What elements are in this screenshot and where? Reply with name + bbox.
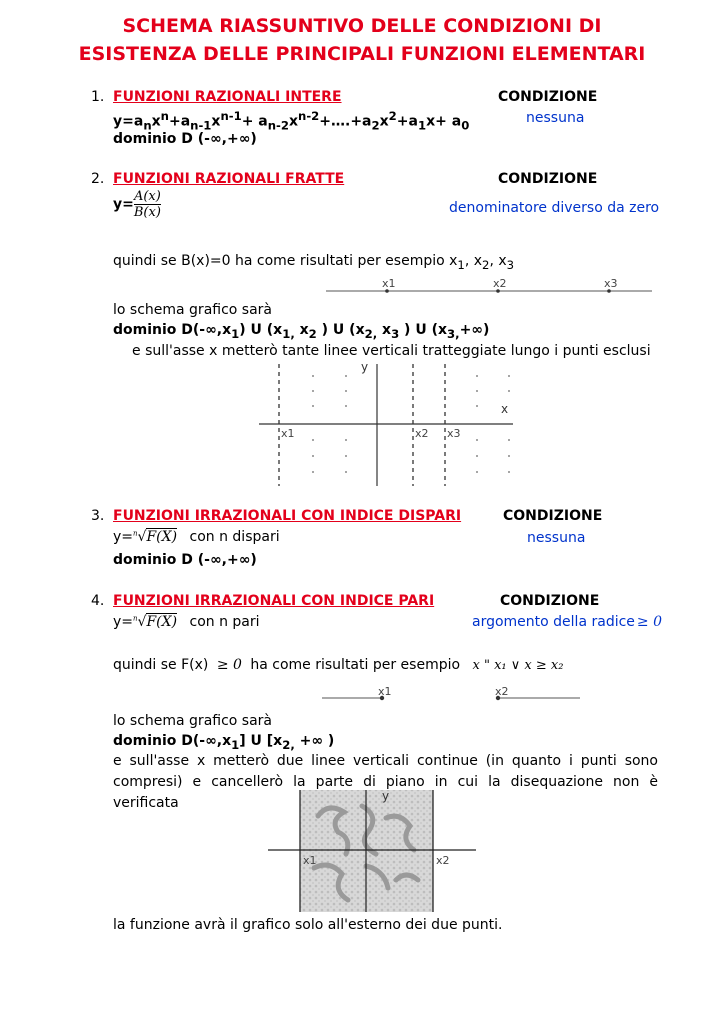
section-3-heading: FUNZIONI IRRAZIONALI CON INDICE DISPARI — [113, 508, 462, 524]
section-2-condition-value: denominatore diverso da zero — [449, 200, 660, 216]
graph-1-x-label: x — [501, 402, 509, 416]
section-4-condition-value: argomento della radice ≥ 0 — [472, 614, 662, 630]
graph-2-y-label: y — [382, 789, 390, 803]
section-4-example: quindi se F(x) ≥ 0 ha come risultati per esempio x " x₁ ∨ x ≥ x₂ — [113, 657, 564, 673]
section-4-domain: dominio $D(-\infty,x_1]$ U [$x_{2,}$ +∞ ) — [113, 733, 335, 752]
section-3-condition-value: nessuna — [527, 530, 586, 546]
section-2-domain: dominio $D(-\infty,x_1)$ U ($x_{1,}$ $x_2$ ) U ($x_{2,}$ $x_3$ ) U $(x_{3,}+\infty)$ — [113, 322, 490, 341]
section-1-condition-value: nessuna — [526, 110, 585, 126]
section-2-graph — [255, 360, 520, 490]
section-2-formula: y= $\frac{A(x)}{B(x)}$ — [113, 189, 161, 220]
section-3-number: 3. — [91, 508, 105, 524]
section-4-graph — [266, 788, 478, 916]
graph-1-y-label: y — [361, 360, 369, 374]
section-4-scheme-text: lo schema grafico sarà — [113, 713, 273, 729]
section-4-number-line — [318, 684, 588, 704]
section-2-number: 2. — [91, 171, 105, 187]
section-4-heading: FUNZIONI IRRAZIONALI CON INDICE PARI — [113, 593, 435, 609]
section-4-condition-label: CONDIZIONE — [500, 593, 600, 609]
section-1-condition-label: CONDIZIONE — [498, 89, 598, 105]
section-2-heading: FUNZIONI RAZIONALI FRATTE — [113, 171, 345, 187]
section-1-domain: dominio D (-∞,+∞) — [113, 131, 257, 147]
graph-1-mark-x1: x1 — [281, 427, 295, 440]
section-4-number: 4. — [91, 593, 105, 609]
number-line-mark-x3: x3 — [604, 277, 618, 290]
section-2-scheme-text: lo schema grafico sarà — [113, 302, 273, 318]
section-1-heading: FUNZIONI RAZIONALI INTERE — [113, 89, 342, 105]
section-1-formula: $y=a_nx^n+a_{n-1}x^{n-1}+$ $a_{n-2}x^{n-2}+\dots.+a_2x^2+a_1x+ a_0$ — [113, 109, 470, 133]
graph-1-mark-x3: x3 — [447, 427, 461, 440]
graph-2-mark-x1: x1 — [303, 854, 317, 867]
section-3-condition-label: CONDIZIONE — [503, 508, 603, 524]
section-1-number: 1. — [91, 89, 105, 105]
section-3-domain: dominio D (-∞,+∞) — [113, 552, 257, 568]
section-4-axis-text: e sull'asse x metterò due linee verticali continue (in quanto i punti sono compresi) e cancellerò la parte di piano in cui la disequazione non è verificata — [113, 753, 658, 811]
section-2-condition-label: CONDIZIONE — [498, 171, 598, 187]
section-2-example: quindi se B(x)=0 ha come risultati per esempio $x_1$, $x_2$, $x_3$ — [113, 253, 515, 272]
section-4-formula: y=$^n$√F(X) con n pari — [113, 614, 260, 630]
number-line-2-mark-x2: x2 — [495, 685, 509, 698]
section-3-formula: y=$^n$√F(X) con n dispari — [113, 529, 280, 545]
number-line-mark-x2: x2 — [493, 277, 507, 290]
page-title-line-2: ESISTENZA DELLE PRINCIPALI FUNZIONI ELEMENTARI — [78, 43, 646, 65]
graph-1-mark-x2: x2 — [415, 427, 429, 440]
page-title-line-1: SCHEMA RIASSUNTIVO DELLE CONDIZIONI DI — [122, 15, 602, 37]
graph-2-mark-x2: x2 — [436, 854, 450, 867]
section-4-conclusion: la funzione avrà il grafico solo all'esterno dei due punti. — [113, 917, 503, 933]
number-line-2-mark-x1: x1 — [378, 685, 392, 698]
section-2-axis-text: e sull'asse x metterò tante linee verticali tratteggiate lungo i punti esclusi — [132, 343, 651, 359]
section-2-number-line — [320, 276, 660, 300]
number-line-mark-x1: x1 — [382, 277, 396, 290]
